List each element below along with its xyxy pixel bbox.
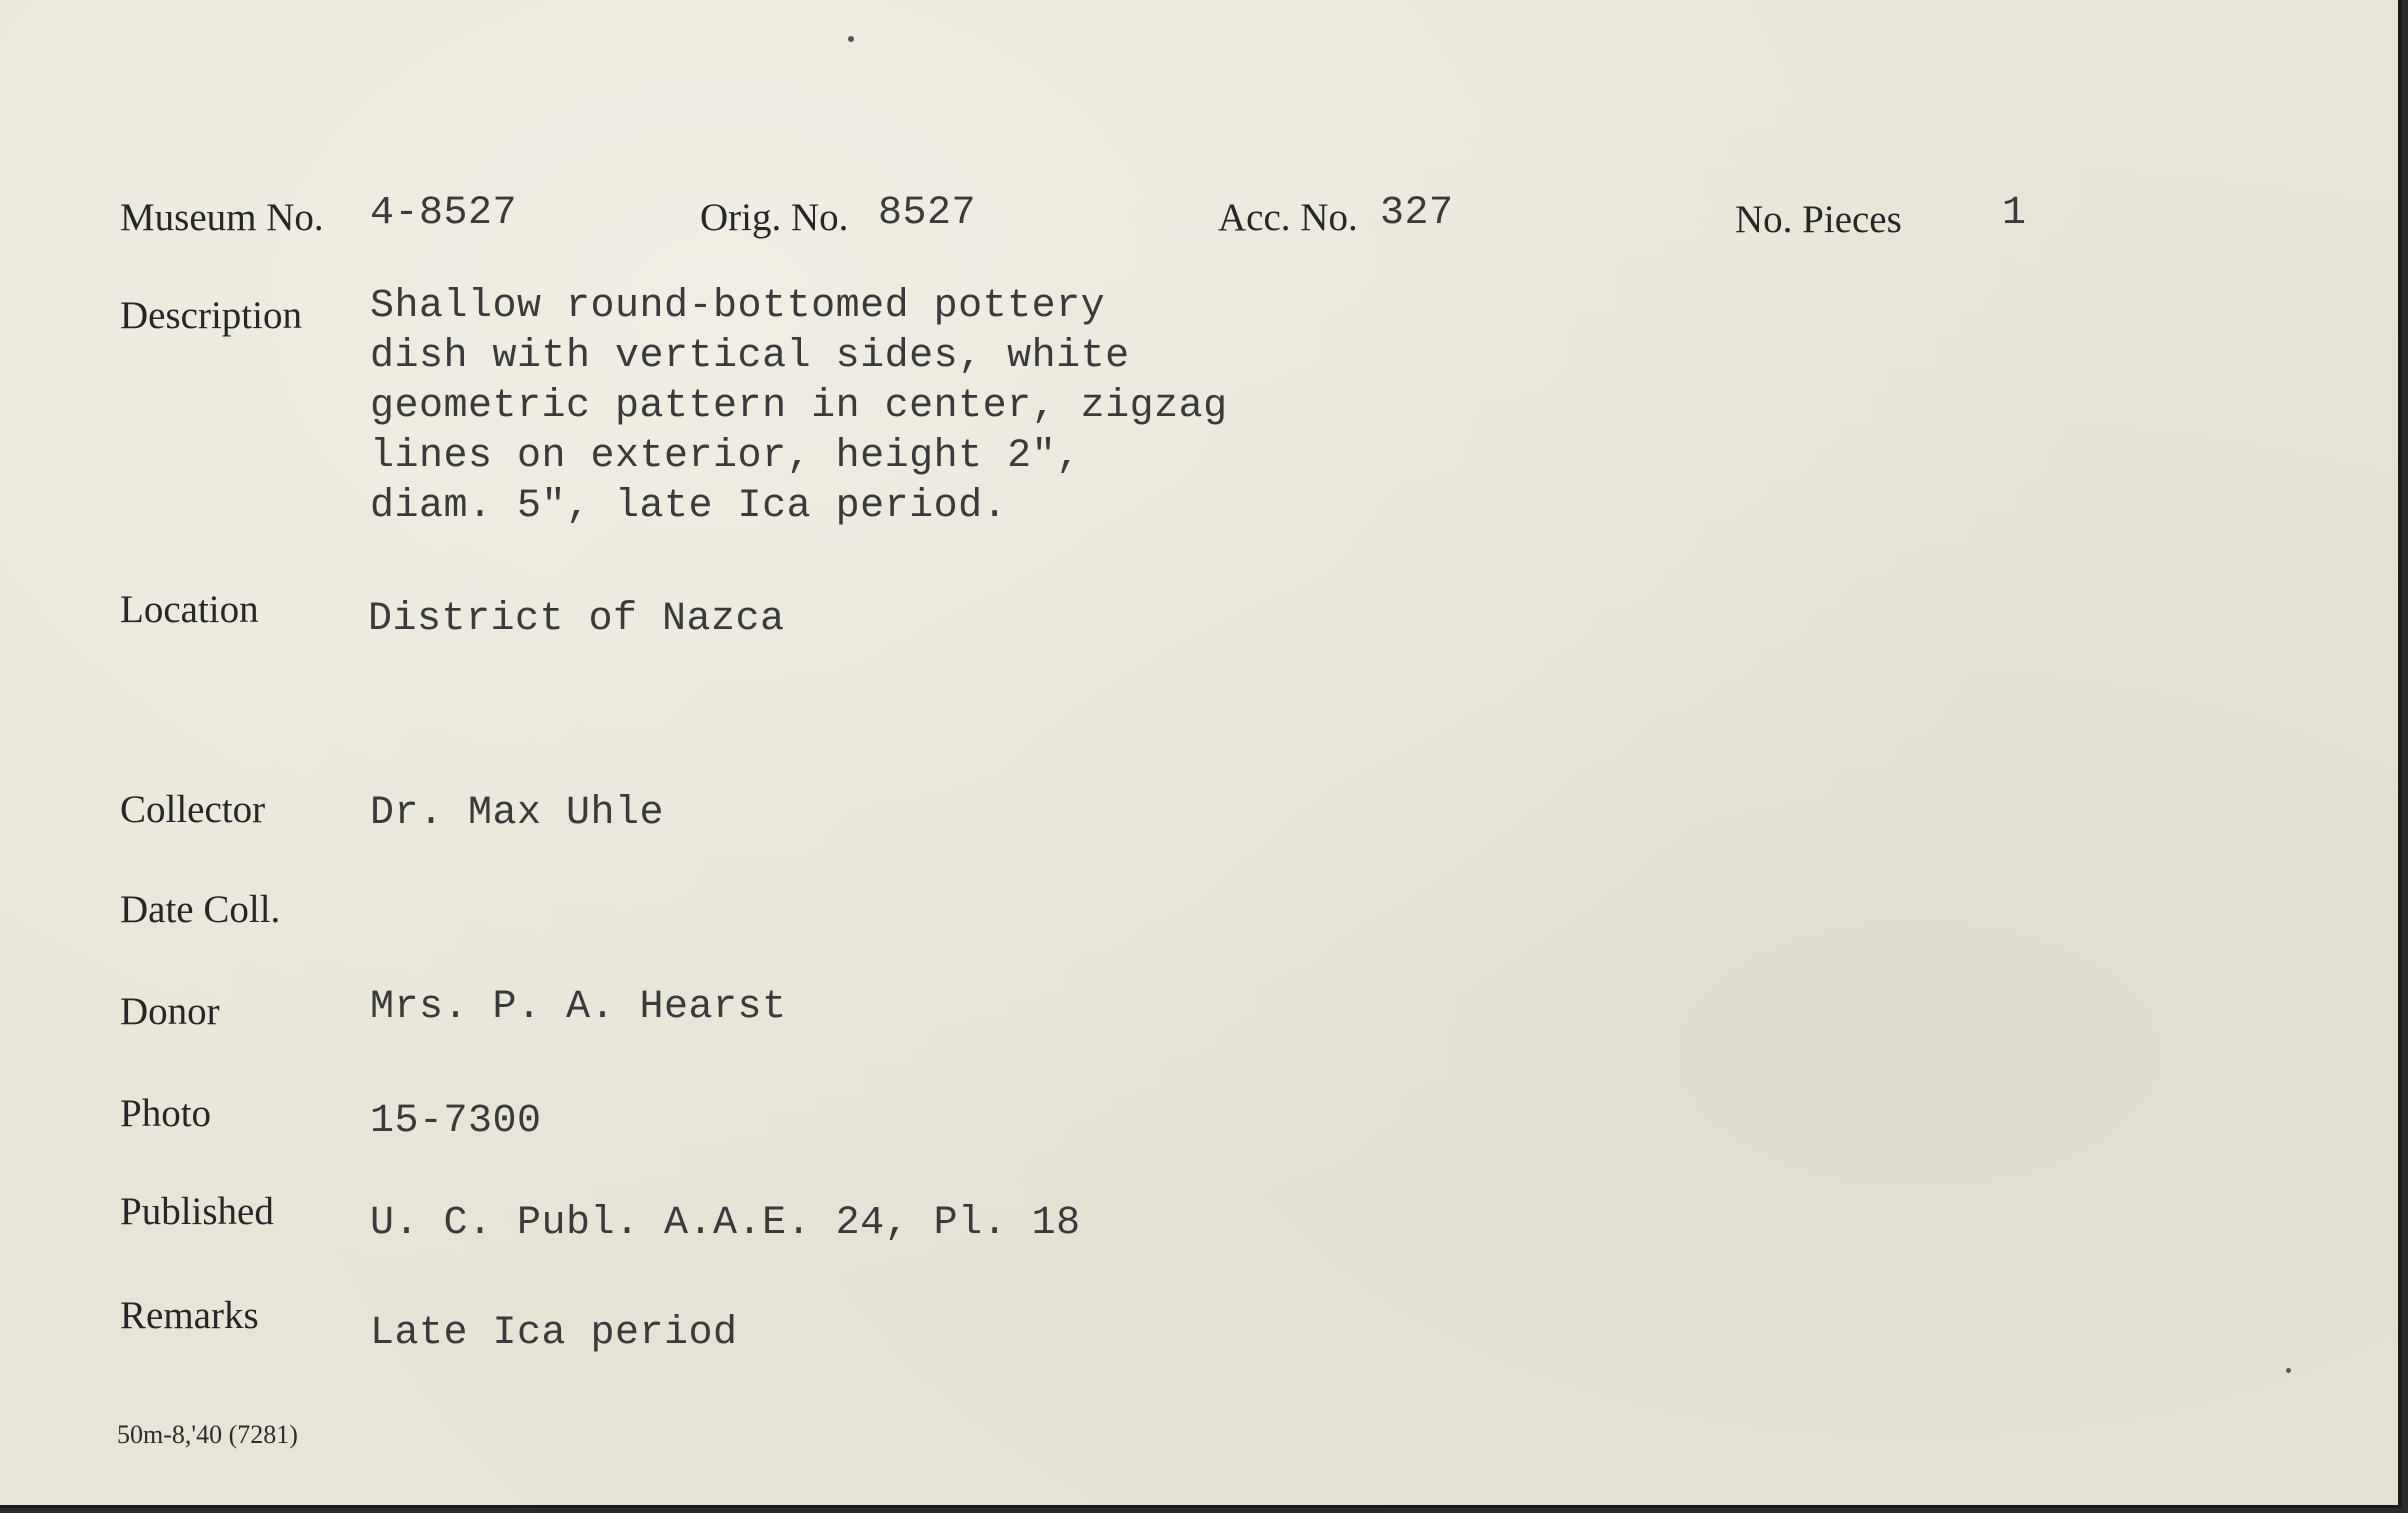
- published-value: U. C. Publ. A.A.E. 24, Pl. 18: [370, 1201, 1081, 1246]
- donor-label: Donor: [120, 990, 220, 1033]
- donor-value: Mrs. P. A. Hearst: [370, 985, 787, 1030]
- orig-no-value: 8527: [878, 191, 977, 236]
- date-coll-label: Date Coll.: [120, 888, 281, 931]
- description-line: diam. 5", late Ica period.: [370, 484, 1008, 529]
- collector-label: Collector: [120, 788, 266, 831]
- remarks-value: Late Ica period: [370, 1311, 738, 1356]
- acc-no-label: Acc. No.: [1218, 196, 1358, 239]
- photo-value: 15-7300: [370, 1099, 542, 1144]
- collector-value: Dr. Max Uhle: [370, 791, 665, 836]
- museum-no-value: 4-8527: [370, 191, 518, 236]
- remarks-label: Remarks: [120, 1294, 259, 1337]
- published-label: Published: [120, 1190, 274, 1233]
- orig-no-label: Orig. No.: [700, 196, 849, 239]
- location-label: Location: [120, 588, 259, 631]
- description-line: geometric pattern in center, zigzag: [370, 384, 1228, 429]
- location-value: District of Nazca: [368, 597, 785, 642]
- no-pieces-value: 1: [2002, 191, 2027, 236]
- ink-speck: [2286, 1368, 2291, 1373]
- description-text: [370, 282, 1228, 532]
- description-line: dish with vertical sides, white: [370, 334, 1130, 379]
- description-line: Shallow round-bottomed pottery: [370, 284, 1106, 329]
- ink-speck: [848, 36, 854, 42]
- description-label: Description: [120, 294, 302, 337]
- photo-label: Photo: [120, 1092, 212, 1135]
- description-line: lines on exterior, height 2",: [370, 434, 1081, 479]
- no-pieces-label: No. Pieces: [1735, 198, 1902, 241]
- print-code: 50m-8,'40 (7281): [117, 1420, 298, 1449]
- acc-no-value: 327: [1380, 191, 1454, 236]
- museum-no-label: Museum No.: [120, 196, 324, 239]
